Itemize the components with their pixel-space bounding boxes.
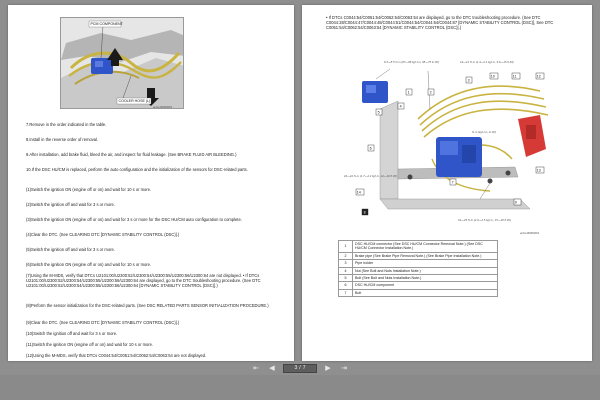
torque-spec-a: 6.5—8.5 N·m {67—86 kgf·cm, 58—75 in·lbf} [384,60,439,64]
last-page-button[interactable] [339,363,349,373]
callout-3: 3 [467,78,470,83]
part-number: 5 [339,275,353,282]
table-row [339,289,498,296]
step-7: 7.Remove in the order indicated in the table. [26,122,107,127]
part-description: DSC HU/CM connector (See DSC HU/CM Connector Removal Note.) (See DSC HU/CM Connector Installation Note.) [353,241,498,253]
substep-12: (12)Using the M-MDS, verify that DTCs C0044:54/C0051:54/C0062:54/C0063:54 are not displayed. [26,353,207,358]
part-description: Nut (See Bolt and Nuts Installation Note.) [353,267,498,274]
pcm-component-svg [61,18,184,109]
substep-5: (5)Switch the ignition off and wait for 3 s or more. [26,247,115,252]
substep-7: (7)Using the M-MDS, verify that DTCs U2101:00/U2300:52/U2300:54/U2300:55/U2300:56/U2300:64 are not displayed. • If DTCs U2101:00/U2300:52/U2300:54/U2300:55/U2300:56/U2300:64 are displayed, go to the DTC troubleshooting procedure. (See DTC U2101:00/U2300:52/U2300:54/U2300:55/U2300:56/U2300:64 [DYNAMIC STABILITY CONTROL (DSC)].) [26,273,261,288]
dsc-hucm-svg [340,49,558,237]
next-page-icon: ▶ [325,364,331,372]
part-number: 4 [339,267,353,274]
fig-label-pcm: PCM COMPONENT [90,22,123,27]
callout-12: 12 [536,74,541,79]
table-row [339,267,498,274]
current-page-number: 3 [294,365,298,371]
substep-1: (1)Switch the ignition ON (engine off or on) and wait for 10 s or more. [26,187,152,192]
callout-4: 4 [399,104,402,109]
right-page [302,5,592,361]
callout-2: 2 [429,90,432,95]
table-row [339,275,498,282]
next-page-button[interactable] [323,363,333,373]
substep-4: (4)Clear the DTC. (See CLEARING DTC [DYNAMIC STABILITY CONTROL (DSC)].) [26,232,180,237]
fig-label-hose: COOLER HOSE (L) [118,99,151,104]
substep-3: (3)Switch the ignition ON (engine off or on) and wait for 3 s or more for the DSC HU/CM auto configuration to complete. [26,217,242,222]
part-description: Bolt (See Bolt and Nuts Installation Note.) [353,275,498,282]
viewer-bottom-background [0,375,600,400]
callout-8: 8 [363,210,366,215]
previous-page-icon: ◀ [269,364,275,372]
fig-ref-code: acfuu00000001 [153,105,173,109]
substep-6: (6)Switch the ignition ON (engine off or on) and wait for 10 s or more. [26,262,152,267]
previous-page-button[interactable] [267,363,277,373]
table-row [339,252,498,259]
part-description: DSC HU/CM component [353,282,498,289]
page-number-field[interactable] [283,364,317,373]
callout-14: 14 [356,190,361,195]
part-number: 2 [339,252,353,259]
step-10: 10.If the DSC HU/CM is replaced, perform the auto configuration and the initialization of the sensors for DSC-related parts. [26,167,248,172]
dsc-hucm-exploded-view [340,49,558,237]
callout-11: 11 [512,74,517,79]
table-row [339,260,498,267]
step-9: 9.After installation, add brake fluid, bleed the air, and inspect for fluid leakage. (See BRAKE FLUID AIR BLEEDING.) [26,152,237,157]
callout-7: 7 [451,180,454,185]
part-description: Brake pipe (See Brake Pipe Removal Note.) (See Brake Pipe Installation Note.) [353,252,498,259]
parts-table [338,240,498,297]
first-page-button[interactable] [251,363,261,373]
pcm-component-illustration [60,17,184,109]
step-8: 8.Install in the reverse order of removal. [26,137,99,142]
table-row [339,241,498,253]
callout-9: 9 [514,200,517,205]
substep-8: (8)Perform the sensor initialization for the DSC-related parts. (See DSC RELATED PARTS SENSOR INITIALIZATION PROCEDURE.) [26,303,269,308]
total-pages: 7 [302,365,306,371]
callout-10: 10 [490,74,495,79]
callout-6: 6 [369,146,372,151]
part-number: 3 [339,260,353,267]
fig2-ref-code: acfuu00000001 [520,231,540,235]
part-number: 1 [339,241,353,253]
substep-9: (9)Clear the DTC. (See CLEARING DTC [DYNAMIC STABILITY CONTROL (DSC)].) [26,320,180,325]
table-row [339,282,498,289]
last-page-icon: ⇥ [341,364,347,372]
dtc-note: • If DTCs C0044:54/C0051:54/C0062:54/C0063:54 are displayed, go to the DTC troubleshooting procedure. (See DTC C0044:28/C0044:47/C0044:48/C0044:51/C0044:54/C0044:64/C0044:87 [DYNAMIC STABILITY CONTROL (DSC)], See DTC C0051:54/C0062:54/C0063:54 [DYNAMIC STABILITY CONTROL (DSC)].) [326,15,554,30]
torque-spec-d: 19—25 N·m {2.0—2.5 kgf·m, 15—18 ft·lbf} [458,218,511,222]
substep-2: (2)Switch the ignition off and wait for 3 s or more. [26,202,115,207]
callout-1: 1 [407,90,410,95]
page-separator: / [299,365,301,371]
part-number: 6 [339,282,353,289]
substep-10: (10)Switch the ignition off and wait for 3 s or more. [26,331,118,336]
torque-spec-b: 13—21 N·m {1.4—2.1 kgf·m, 9.6—15 ft·lbf} [460,60,514,64]
callout-13: 13 [536,168,541,173]
part-number: 7 [339,289,353,296]
left-page [8,5,294,361]
callout-5: 5 [377,110,380,115]
torque-spec-c: 16—22 N·m {1.7—2.2 kgf·m, 12—16 ft·lbf} [344,174,397,178]
substep-11: (11)Switch the ignition ON (engine off or on) and wait for 10 s or more. [26,342,154,347]
first-page-icon: ⇤ [253,364,259,372]
torque-unit-label: N·m (kgf·cm, in·lbf) [472,130,496,134]
part-description: Bolt [353,289,498,296]
page-navigation-toolbar [0,361,600,375]
part-description: Pipe holder [353,260,498,267]
